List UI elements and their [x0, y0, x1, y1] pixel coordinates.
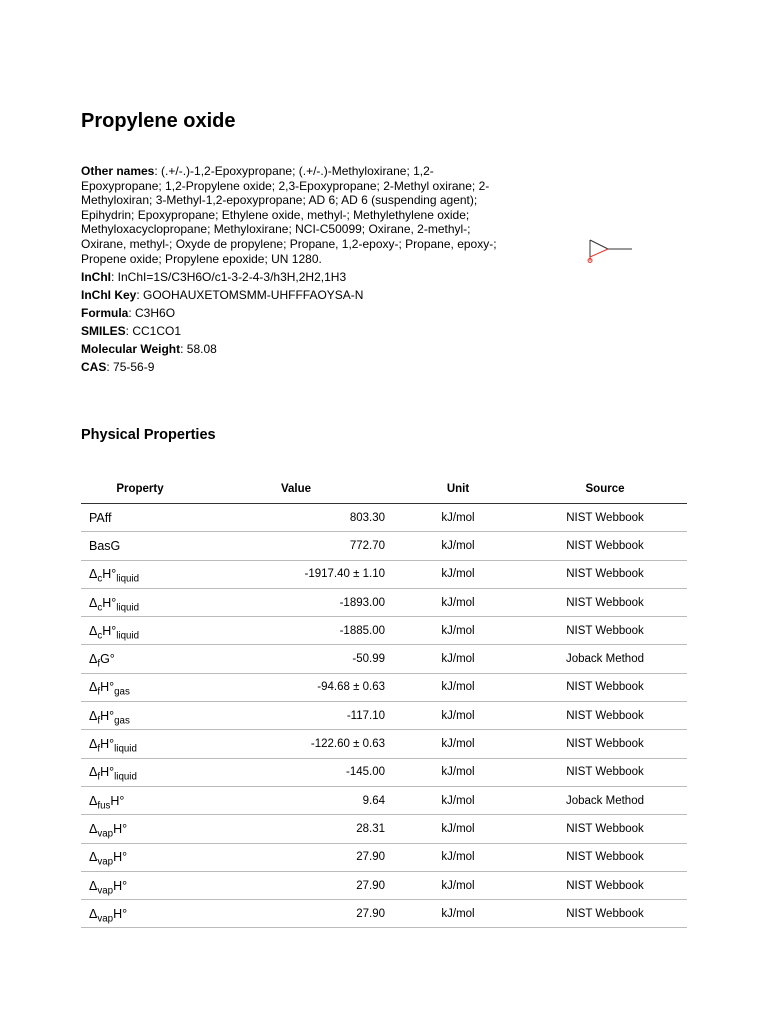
property-subscript: f — [97, 715, 101, 727]
property-subscript: vap — [97, 828, 114, 840]
source-cell: NIST Webbook — [523, 617, 687, 645]
value-cell: -1917.40 ± 1.10 — [199, 560, 393, 588]
property-phase: liquid — [116, 573, 140, 585]
smiles-value: CC1CO1 — [132, 323, 182, 338]
property-quantity: H° — [113, 878, 128, 893]
source-cell: NIST Webbook — [523, 532, 687, 560]
inchi-key-label: InChI Key — [81, 287, 137, 302]
value-cell: 772.70 — [199, 532, 393, 560]
unit-cell: kJ/mol — [393, 617, 523, 645]
table-row — [81, 588, 687, 616]
property-symbol: Δ — [89, 595, 98, 610]
molecular-weight-label: Molecular Weight — [81, 342, 181, 357]
cas-row: CAS: 75-56-9 — [81, 360, 155, 375]
property-cell — [81, 532, 199, 560]
value-cell: -145.00 — [199, 758, 393, 786]
table-row — [81, 702, 687, 730]
property-cell — [81, 786, 199, 814]
property-phase: liquid — [114, 771, 137, 783]
property-phase: liquid — [116, 601, 140, 613]
property-cell — [81, 504, 199, 532]
formula-row: Formula: C3H6O — [81, 305, 176, 320]
source-cell: Joback Method — [523, 786, 687, 814]
property-phase: liquid — [116, 630, 140, 642]
molecular-weight-value: 58.08 — [186, 342, 217, 357]
other-names-label: Other names — [81, 164, 155, 178]
table-row — [81, 815, 687, 843]
property-subscript: f — [97, 743, 101, 755]
property-quantity: G° — [100, 652, 115, 667]
property-cell — [81, 900, 199, 928]
property-cell — [81, 617, 199, 645]
property-symbol: Δ — [89, 765, 98, 780]
table-body — [81, 504, 687, 928]
value-cell: -94.68 ± 0.63 — [199, 673, 393, 701]
property-symbol: Δ — [89, 878, 98, 893]
header-value: Value — [199, 475, 393, 504]
inchi-label: InChI — [81, 269, 111, 284]
source-cell: Joback Method — [523, 645, 687, 673]
table-row — [81, 504, 687, 532]
table-row — [81, 617, 687, 645]
unit-cell: kJ/mol — [393, 588, 523, 616]
property-phase: gas — [114, 715, 130, 727]
inchi-key-row: InChI Key: GOOHAUXETOMSMM-UHFFFAOYSA-N — [81, 287, 364, 302]
property-subscript: f — [97, 658, 101, 670]
property-subscript: c — [97, 573, 103, 585]
value-cell: -117.10 — [199, 702, 393, 730]
other-names-value: (.+/-.)-1,2-Epoxypropane; (.+/-.)-Methyloxirane; 1,2-Epoxypropane; 1,2-Propylene oxide; 2,3-Epoxypropane; 2-Methyl oxirane; 2-Methyloxiran; 3-Methyl-1,2-epoxypropane; AD 6; AD 6 (suspending agent); Epihydrin; Epoxypropane; Ethylene oxide, methyl-; Methylethylene oxide; Methyloxacyclopropane; Methyloxirane; NCI-C50099; Oxirane, 2-methyl-; Oxirane, methyl-; Oxyde de propylene; Propane, 1,2-epoxy-; Propane, epoxy-; Propene oxide; Propylene epoxide; UN 1280. — [81, 164, 497, 266]
inchi-row: InChI: InChI=1S/C3H6O/c1-3-2-4-3/h3H,2H2,1H3 — [81, 269, 347, 284]
source-cell: NIST Webbook — [523, 758, 687, 786]
property-symbol: BasG — [89, 538, 121, 553]
other-names-row: Other names: (.+/-.)-1,2-Epoxypropane; (.+/-.)-Methyloxirane; 1,2-Epoxypropane; 1,2-Propylene oxide; 2,3-Epoxypropane; 2-Methyl oxirane; 2-Methyloxiran; 3-Methyl-1,2-epoxypropane; AD 6; AD 6 (suspending agent); Epihydrin; Epoxypropane; Ethylene oxide, methyl-; Methylethylene oxide; Methyloxacyclopropane; Methyloxirane; NCI-C50099; Oxirane, 2-methyl-; Oxirane, methyl-; Oxyde de propylene; Propane, 1,2-epoxy-; Propane, epoxy-; Propene oxide; Propylene epoxide; UN 1280. — [81, 164, 497, 266]
unit-cell: kJ/mol — [393, 786, 523, 814]
unit-cell: kJ/mol — [393, 702, 523, 730]
value-cell: 27.90 — [199, 871, 393, 899]
property-cell — [81, 588, 199, 616]
property-quantity: H° — [110, 793, 125, 808]
unit-cell: kJ/mol — [393, 532, 523, 560]
property-symbol: Δ — [89, 737, 98, 752]
property-quantity: H° — [102, 567, 117, 582]
table-row — [81, 673, 687, 701]
property-symbol: Δ — [89, 708, 98, 723]
formula-label: Formula — [81, 305, 129, 320]
property-quantity: H° — [113, 821, 128, 836]
smiles-label: SMILES — [81, 323, 126, 338]
property-subscript: c — [97, 601, 103, 613]
section-title: Physical Properties — [81, 427, 216, 443]
source-cell: NIST Webbook — [523, 900, 687, 928]
unit-cell: kJ/mol — [393, 504, 523, 532]
source-cell: NIST Webbook — [523, 588, 687, 616]
property-subscript: c — [97, 630, 103, 642]
unit-cell: kJ/mol — [393, 673, 523, 701]
unit-cell: kJ/mol — [393, 730, 523, 758]
property-cell — [81, 560, 199, 588]
property-phase: gas — [114, 686, 130, 698]
table-row — [81, 758, 687, 786]
property-subscript: vap — [97, 856, 114, 868]
property-cell — [81, 645, 199, 673]
property-symbol: Δ — [89, 906, 98, 921]
property-quantity: H° — [102, 623, 117, 638]
oxygen-bond-line — [590, 249, 608, 257]
property-cell — [81, 673, 199, 701]
property-symbol: Δ — [89, 793, 98, 808]
property-symbol: Δ — [89, 567, 98, 582]
bond-line — [590, 240, 608, 249]
table-row — [81, 645, 687, 673]
smiles-row: SMILES: CC1CO1 — [81, 323, 182, 338]
unit-cell: kJ/mol — [393, 560, 523, 588]
source-cell: NIST Webbook — [523, 815, 687, 843]
property-symbol: Δ — [89, 623, 98, 638]
properties-table — [81, 475, 687, 928]
source-cell: NIST Webbook — [523, 504, 687, 532]
property-quantity: H° — [102, 595, 117, 610]
property-subscript: f — [97, 771, 101, 783]
inchi-key-value: GOOHAUXETOMSMM-UHFFFAOYSA-N — [143, 287, 364, 302]
value-cell: 27.90 — [199, 900, 393, 928]
property-cell — [81, 815, 199, 843]
table-header-row — [81, 475, 687, 504]
table-row — [81, 532, 687, 560]
source-cell: NIST Webbook — [523, 871, 687, 899]
property-cell — [81, 758, 199, 786]
table-row — [81, 786, 687, 814]
property-quantity: H° — [100, 708, 115, 723]
header-property: Property — [81, 475, 199, 504]
source-cell: NIST Webbook — [523, 673, 687, 701]
table-row — [81, 843, 687, 871]
property-quantity: H° — [113, 906, 128, 921]
unit-cell: kJ/mol — [393, 815, 523, 843]
property-quantity: H° — [100, 680, 115, 695]
property-symbol: Δ — [89, 850, 98, 865]
value-cell: -1893.00 — [199, 588, 393, 616]
property-subscript: f — [97, 686, 101, 698]
value-cell: 27.90 — [199, 843, 393, 871]
source-cell: NIST Webbook — [523, 730, 687, 758]
unit-cell: kJ/mol — [393, 900, 523, 928]
table-row — [81, 900, 687, 928]
property-subscript: vap — [97, 913, 114, 925]
unit-cell: kJ/mol — [393, 645, 523, 673]
value-cell: 803.30 — [199, 504, 393, 532]
property-cell — [81, 702, 199, 730]
property-phase: liquid — [114, 743, 137, 755]
unit-cell: kJ/mol — [393, 843, 523, 871]
property-symbol: Δ — [89, 652, 98, 667]
value-cell: -50.99 — [199, 645, 393, 673]
source-cell: NIST Webbook — [523, 843, 687, 871]
property-cell — [81, 871, 199, 899]
unit-cell: kJ/mol — [393, 758, 523, 786]
property-symbol: Δ — [89, 680, 98, 695]
source-cell: NIST Webbook — [523, 560, 687, 588]
source-cell: NIST Webbook — [523, 702, 687, 730]
table-row — [81, 560, 687, 588]
property-cell — [81, 730, 199, 758]
compound-info — [81, 164, 501, 378]
value-cell: 9.64 — [199, 786, 393, 814]
inchi-value: InChI=1S/C3H6O/c1-3-2-4-3/h3H,2H2,1H3 — [117, 269, 347, 284]
page-title: Propylene oxide — [81, 110, 236, 132]
property-quantity: H° — [100, 765, 115, 780]
molecular-weight-row: Molecular Weight: 58.08 — [81, 342, 217, 357]
value-cell: -122.60 ± 0.63 — [199, 730, 393, 758]
property-symbol: Δ — [89, 821, 98, 836]
header-source: Source — [523, 475, 687, 504]
table-row — [81, 730, 687, 758]
unit-cell: kJ/mol — [393, 871, 523, 899]
cas-label: CAS — [81, 360, 107, 375]
property-quantity: H° — [100, 737, 115, 752]
header-unit: Unit — [393, 475, 523, 504]
property-subscript: fus — [97, 800, 111, 812]
table-row — [81, 871, 687, 899]
cas-value: 75-56-9 — [113, 360, 155, 375]
property-cell — [81, 843, 199, 871]
value-cell: 28.31 — [199, 815, 393, 843]
value-cell: -1885.00 — [199, 617, 393, 645]
property-subscript: vap — [97, 884, 114, 896]
molecule-structure — [582, 232, 638, 272]
property-quantity: H° — [113, 850, 128, 865]
property-symbol: PAff — [89, 510, 112, 525]
formula-value: C3H6O — [135, 305, 176, 320]
